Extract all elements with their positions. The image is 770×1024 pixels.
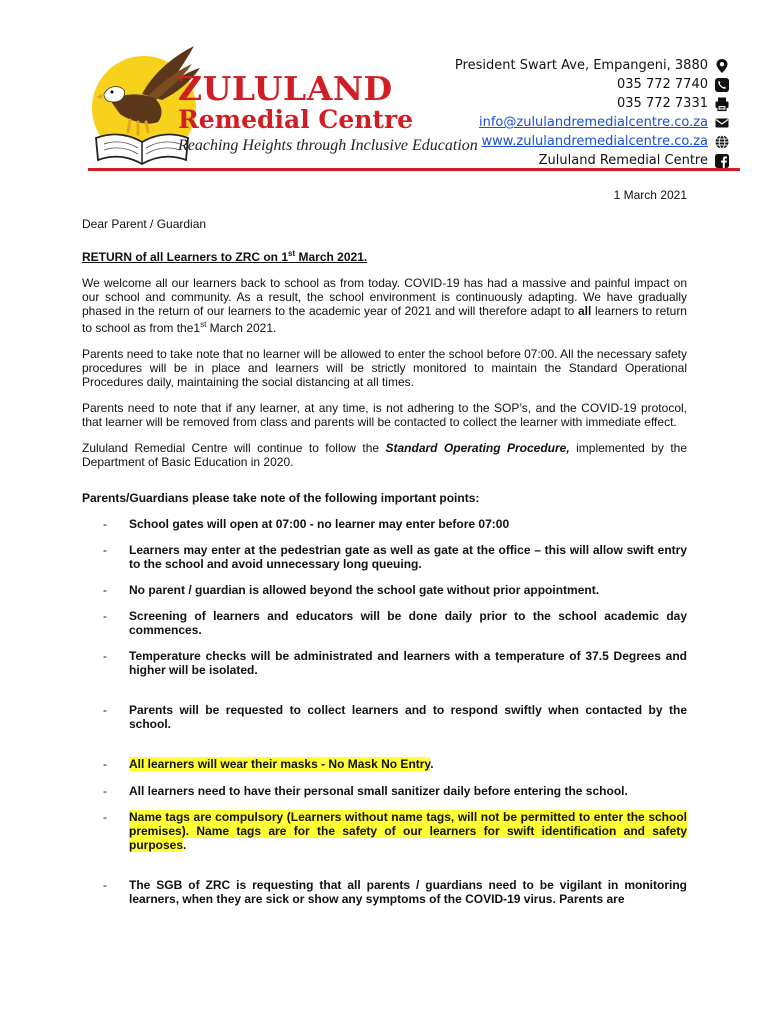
address-text: President Swart Ave, Empangeni, 3880 [454, 58, 708, 73]
important-points-list [82, 517, 687, 906]
points-intro: Parents/Guardians please take note of the following important points: [82, 491, 480, 505]
fax-icon [714, 96, 730, 112]
globe-icon [714, 134, 730, 150]
list-item-text-highlighted: Name tags are compulsory (Learners without name tags, will not be permitted to enter the school premises). Name tags are for the safety of our learners for swift identification and safety purposes [129, 810, 687, 852]
paragraph-welcome-text: We welcome all our learners back to school as from today. COVID-19 has had a massive and painful impact on our school and community. As a result, the school environment is continuously adapting. We have gradually phased in the return of our learners to the academic year of 2021 and will therefore adapt to [82, 276, 687, 318]
list-dash: - [103, 810, 107, 824]
list-item [82, 609, 687, 637]
list-item-text: Screening of learners and educators will be done daily prior to the school academic day commences. [129, 609, 687, 637]
list-item [82, 583, 687, 597]
list-dash: - [103, 517, 107, 531]
list-dash: - [103, 649, 107, 663]
list-dash: - [103, 583, 107, 597]
paragraph-entry-time: Parents need to take note that no learner will be allowed to enter the school before 07:00. All the necessary safety procedures will be in place and learners will be strictly monitored to maintain the Standard Operational Procedures daily, maintaining the social distancing at all times. [82, 347, 687, 389]
header-divider [88, 168, 740, 171]
facebook-text: Zululand Remedial Centre [538, 153, 708, 168]
list-dash: - [103, 878, 107, 892]
brand-tagline: Reaching Heights through Inclusive Education [178, 137, 478, 154]
phone-line [455, 75, 730, 94]
list-item [82, 878, 687, 906]
website-link[interactable]: www.zululandremedialcentre.co.za [481, 134, 708, 149]
list-dash: - [103, 757, 107, 771]
paragraph-welcome [82, 276, 687, 335]
heading-superscript: st [288, 249, 296, 258]
list-dash: - [103, 543, 107, 557]
email-link[interactable]: info@zululandremedialcentre.co.za [479, 115, 708, 130]
location-pin-icon [714, 58, 730, 74]
list-item-text-highlighted: All learners will wear their masks - No Mask No Entry [129, 757, 431, 771]
list-dash: - [103, 784, 107, 798]
paragraph-sop-emphasis: Standard Operating Procedure, [385, 441, 570, 455]
list-item [82, 703, 687, 731]
letter-heading [82, 246, 687, 265]
paragraph-welcome-superscript: st [200, 320, 207, 329]
fax-line [455, 94, 730, 113]
list-item-text: No parent / guardian is allowed beyond the school gate without prior appointment. [129, 583, 600, 597]
list-item: - Name tags are compulsory (Learners without name tags, will not be permitted to enter the school premises). Name tags are for the safety of our learners for swift identification and safety purposes. [103, 810, 687, 852]
list-item [82, 543, 687, 571]
list-item [82, 517, 687, 531]
list-item-text: Parents will be requested to collect learners and to respond swiftly when contacted by the school. [129, 703, 687, 731]
phone-icon [714, 77, 730, 93]
brand-subtitle: Remedial Centre [178, 105, 414, 134]
list-item-text: School gates will open at 07:00 - no learner may enter before 07:00 [129, 517, 510, 531]
address-line [455, 56, 730, 75]
list-item [82, 784, 687, 798]
heading-text-start: RETURN of all Learners to ZRC on 1 [82, 250, 289, 264]
list-dash: - [103, 609, 107, 623]
paragraph-sop-removal: Parents need to note that if any learner, at any time, is not adhering to the SOP’s, and the COVID-19 protocol, that learner will be removed from class and parents will be contacted to collect the learner with immediate effect. [82, 401, 687, 429]
list-item-text: Learners may enter at the pedestrian gate as well as gate at the office – this will allow swift entry to the school and avoid unnecessary long queuing. [129, 543, 687, 571]
paragraph-welcome-text-2: learners to return to school as from the1 [82, 304, 687, 335]
list-item-text: All learners need to have their personal small sanitizer daily before entering the school. [129, 784, 628, 798]
heading-text-end: March 2021. [295, 250, 368, 264]
list-item: - All learners will wear their masks - No Mask No Entry. [103, 757, 434, 771]
letter-date: 1 March 2021 [613, 188, 687, 202]
website-line[interactable] [455, 132, 730, 151]
list-dash: - [103, 703, 107, 717]
paragraph-welcome-text-3: March 2021. [206, 321, 277, 335]
fax-text: 035 772 7331 [617, 96, 708, 111]
list-item [82, 649, 687, 677]
facebook-icon [714, 153, 730, 169]
contact-block [455, 56, 730, 170]
list-item-text: Temperature checks will be administrated and learners with a temperature of 37.5 Degrees and higher will be isolated. [129, 649, 687, 677]
phone-text: 035 772 7740 [617, 77, 708, 92]
list-item-text: The SGB of ZRC is requesting that all parents / guardians need to be vigilant in monitoring learners, when they are sick or show any symptoms of the COVID-19 virus. Parents are [129, 878, 687, 906]
email-line[interactable] [455, 113, 730, 132]
paragraph-sop-text: Zululand Remedial Centre will continue to follow the [82, 441, 386, 455]
paragraph-sop-text-2: implemented by the Department of Basic Education in 2020. [82, 441, 687, 469]
paragraph-sop-follow [82, 441, 687, 469]
paragraph-welcome-bold: all [577, 304, 592, 318]
brand-name: ZULULAND [178, 69, 393, 108]
letter-body [82, 188, 687, 906]
email-icon [714, 115, 730, 131]
salutation: Dear Parent / Guardian [82, 217, 207, 231]
